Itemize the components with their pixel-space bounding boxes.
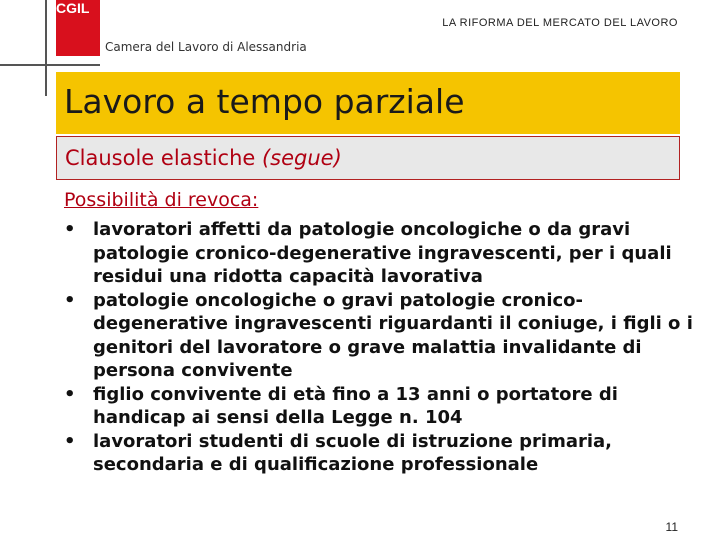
bullet-icon: •: [64, 219, 76, 240]
slide-subtitle: [65, 146, 342, 170]
subtitle-bar: [56, 136, 680, 180]
bullet-icon: •: [64, 289, 76, 311]
organization-name: Camera del Lavoro di Alessandria: [105, 40, 307, 54]
slide-title: Lavoro a tempo parziale: [64, 82, 465, 121]
decorative-vertical-line: [45, 0, 47, 96]
decorative-horizontal-line: [0, 64, 100, 66]
bullet-icon: •: [64, 383, 76, 405]
list-item: [64, 383, 704, 430]
list-item-text: patologie oncologiche o gravi patologie cronico-degenerative ingravescenti riguardanti il coniuge, i figli o i genitori del lavoratore o grave malattia invalidante di persona convivente: [93, 289, 693, 381]
list-item-text: figlio convivente di età fino a 13 anni o portatore di handicap ai sensi della Legge n. 104: [93, 383, 618, 428]
list-item: [64, 218, 704, 289]
bullet-icon: •: [64, 430, 76, 452]
subtitle-main: Clausole elastiche: [65, 146, 262, 170]
section-heading: Possibilità di revoca:: [64, 189, 259, 211]
logo-text: CGIL: [56, 0, 90, 16]
bullet-list: [64, 218, 704, 477]
page-number: 11: [665, 520, 678, 534]
list-item-text: lavoratori studenti di scuole di istruzione primaria, secondaria e di qualificazione professionale: [93, 430, 613, 475]
list-item-text: lavoratori affetti da patologie oncologiche o da gravi patologie cronico-degenerative ingravescenti, per i quali residui una ridotta capacità lavorativa: [93, 219, 672, 287]
list-item: [64, 289, 704, 383]
subtitle-italic: (segue): [261, 146, 342, 170]
list-item: [64, 430, 704, 477]
title-bar: [56, 72, 680, 134]
header-tag: LA RIFORMA DEL MERCATO DEL LAVORO: [442, 17, 678, 29]
